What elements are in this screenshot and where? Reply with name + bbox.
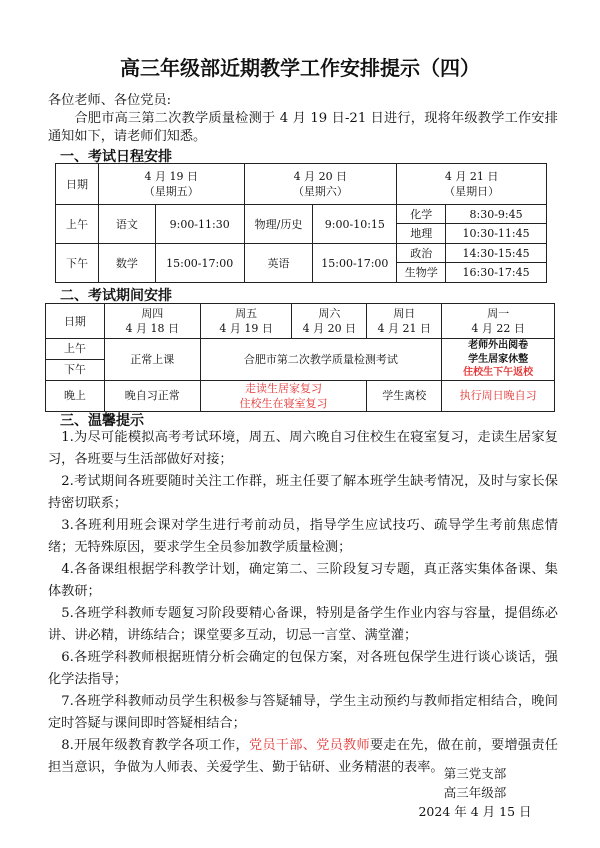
mon-day-cell: 老师外出阅卷 学生居家休整 住校生下午返校 — [442, 339, 555, 381]
time-cell: 10:30-11:45 — [446, 224, 547, 244]
day-header: 周日 4 月 21 日 — [367, 304, 442, 339]
tip-item: 6.各班学科教师根据班情分析会确定的包保方案，对各班包保学生进行谈心谈话，强化学法指导； — [48, 650, 558, 687]
tips-list — [48, 427, 558, 779]
pm-label: 下午 — [56, 244, 99, 283]
am-label: 上午 — [46, 339, 105, 360]
day-header: 4 月 20 日 （星期六） — [244, 164, 397, 205]
tip-item: 3.各班利用班会课对学生进行考前动员，指导学生应试技巧、疏导学生考前焦虑情绪；无特殊原因，要求学生全员参加教学质量检测； — [48, 518, 558, 555]
day-header: 周四 4 月 18 日 — [104, 304, 200, 339]
tip-item: 2.考试期间各班要随时关注工作群，班主任要了解本班学生缺考情况，及时与家长保持密切联系； — [48, 474, 558, 511]
sun-eve-cell: 学生离校 — [367, 380, 442, 411]
pm-label: 下午 — [46, 359, 105, 380]
signature-block — [400, 764, 550, 821]
thu-day-cell: 正常上课 — [104, 339, 200, 381]
time-cell: 8:30-9:45 — [446, 205, 547, 224]
subject-cell: 化学 — [397, 205, 446, 224]
signature-org2: 高三年级部 — [443, 785, 507, 800]
tip-item: 4.各备课组根据学科教学计划，确定第二、三阶段复习专题，真正落实集体备课、集体教研； — [48, 562, 558, 599]
day-header: 周一 4 月 22 日 — [442, 304, 555, 339]
evening-label: 晚上 — [46, 380, 105, 411]
subject-cell: 政治 — [397, 244, 446, 263]
exam-cell: 合肥市第二次教学质量检测考试 — [200, 339, 442, 381]
tip-item: 1.为尽可能模拟高考考试环境，周五、周六晚自习住校生在寝室复习，走读生居家复习，各班要与生活部做好对接； — [48, 430, 558, 467]
exam-schedule-table — [55, 163, 547, 283]
subject-cell: 语文 — [98, 205, 155, 244]
signature-date: 2024 年 4 月 15 日 — [418, 804, 532, 819]
time-cell: 9:00-10:15 — [313, 205, 397, 244]
time-cell: 14:30-15:45 — [446, 244, 547, 263]
day-header: 周五 4 月 19 日 — [200, 304, 292, 339]
day-header: 4 月 19 日 （星期五） — [98, 164, 244, 205]
date-label: 日期 — [46, 304, 105, 339]
section1-heading: 一、考试日程安排 — [60, 149, 172, 165]
subject-cell: 生物学 — [397, 263, 446, 283]
tip-item: 8.开展年级教育教学各项工作，党员干部、党员教师要走在先，做在前，要增强责任担当意识，争做为人师表、关爱学生、勤于钻研、业务精湛的表率。 — [48, 738, 558, 775]
subject-cell: 英语 — [244, 244, 313, 283]
time-cell: 16:30-17:45 — [446, 263, 547, 283]
tip-item: 5.各班学科教师专题复习阶段要精心备课，特别是备学生作业内容与容量，提倡练必讲、讲必精，讲练结合；课堂要多互动，切忌一言堂、满堂灌； — [48, 606, 558, 643]
section2-heading: 二、考试期间安排 — [60, 288, 172, 304]
tip-item: 7.各班学科教师动员学生积极参与答疑辅导，学生主动预约与教师指定相结合，晚间定时答疑与课间即时答疑相结合； — [48, 694, 558, 731]
intro-paragraph: 合肥市高三第二次教学质量检测于 4 月 19 日-21 日进行，现将年级教学工作安排通知如下，请老师们知悉。 — [48, 111, 558, 144]
am-label: 上午 — [56, 205, 99, 244]
time-cell: 15:00-17:00 — [155, 244, 244, 283]
greeting: 各位老师、各位党员: — [48, 93, 172, 108]
time-cell: 15:00-17:00 — [313, 244, 397, 283]
date-label: 日期 — [56, 164, 99, 205]
mon-eve-cell: 执行周日晚自习 — [442, 380, 555, 411]
signature-org1: 第三党支部 — [443, 766, 507, 781]
subject-cell: 数学 — [98, 244, 155, 283]
time-cell: 9:00-11:30 — [155, 205, 244, 244]
day-header: 4 月 21 日 （星期日） — [397, 164, 547, 205]
page-title: 高三年级部近期教学工作安排提示（四） — [120, 56, 480, 80]
section3-heading: 三、温馨提示 — [60, 413, 144, 429]
exam-period-table — [45, 303, 555, 412]
subject-cell: 物理/历史 — [244, 205, 313, 244]
subject-cell: 地理 — [397, 224, 446, 244]
thu-eve-cell: 晚自习正常 — [104, 380, 200, 411]
fri-sat-eve-cell: 走读生居家复习 住校生在寝室复习 — [200, 380, 367, 411]
day-header: 周六 4 月 20 日 — [292, 304, 367, 339]
